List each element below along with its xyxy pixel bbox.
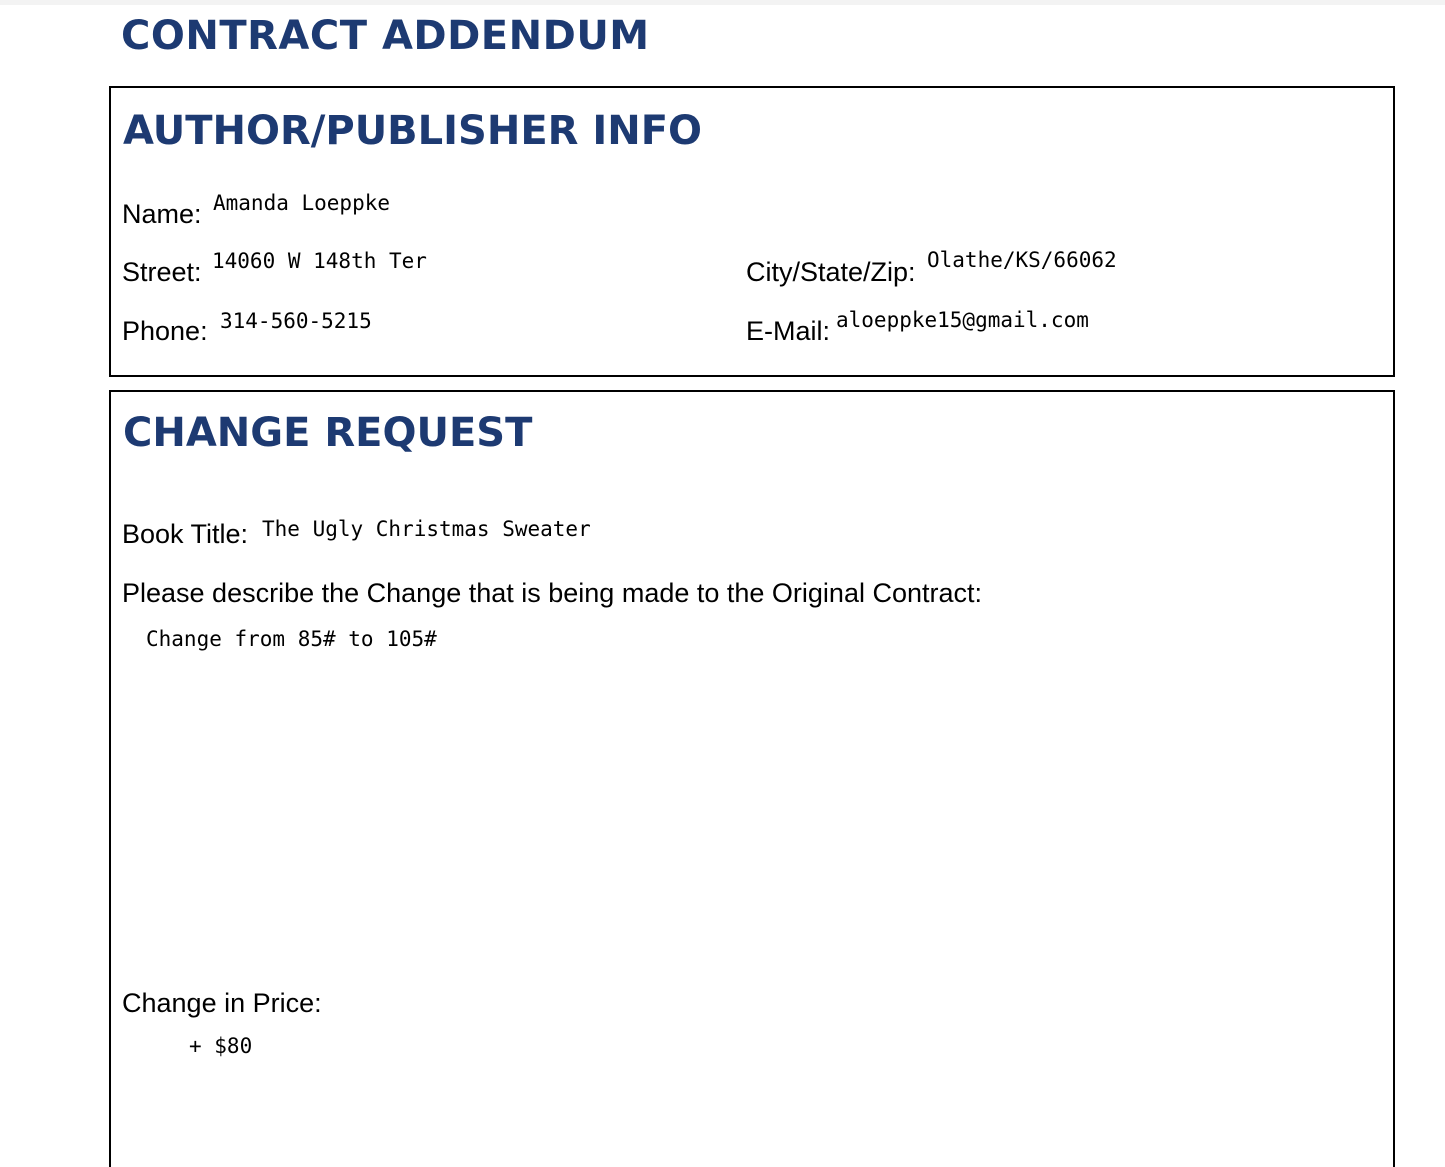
author-info-section [109, 86, 1395, 377]
city-state-zip-label: City/State/Zip: [746, 257, 916, 287]
price-change-field[interactable]: + $80 [189, 1034, 253, 1058]
price-change-label: Change in Price: [122, 988, 322, 1018]
phone-label: Phone: [122, 316, 208, 346]
book-title-field[interactable]: The Ugly Christmas Sweater [262, 517, 591, 541]
email-label: E-Mail: [746, 316, 831, 346]
name-field[interactable]: Amanda Loeppke [213, 191, 391, 215]
city-state-zip-field[interactable]: Olathe/KS/66062 [927, 248, 1117, 272]
change-request-section [109, 390, 1395, 1167]
top-strip [0, 0, 1445, 5]
document-title: CONTRACT ADDENDUM [121, 13, 650, 59]
street-field[interactable]: 14060 W 148th Ter [212, 249, 427, 273]
change-request-heading: CHANGE REQUEST [123, 410, 533, 456]
author-info-heading: AUTHOR/PUBLISHER INFO [123, 108, 703, 154]
book-title-label: Book Title: [122, 519, 249, 549]
name-label: Name: [122, 199, 202, 229]
email-field[interactable]: aloeppke15@gmail.com [836, 308, 1089, 332]
phone-field[interactable]: 314-560-5215 [220, 309, 372, 333]
street-label: Street: [122, 257, 202, 287]
change-description-field[interactable]: Change from 85# to 105# [146, 627, 437, 651]
change-description-label: Please describe the Change that is being made to the Original Contract: [122, 578, 983, 608]
